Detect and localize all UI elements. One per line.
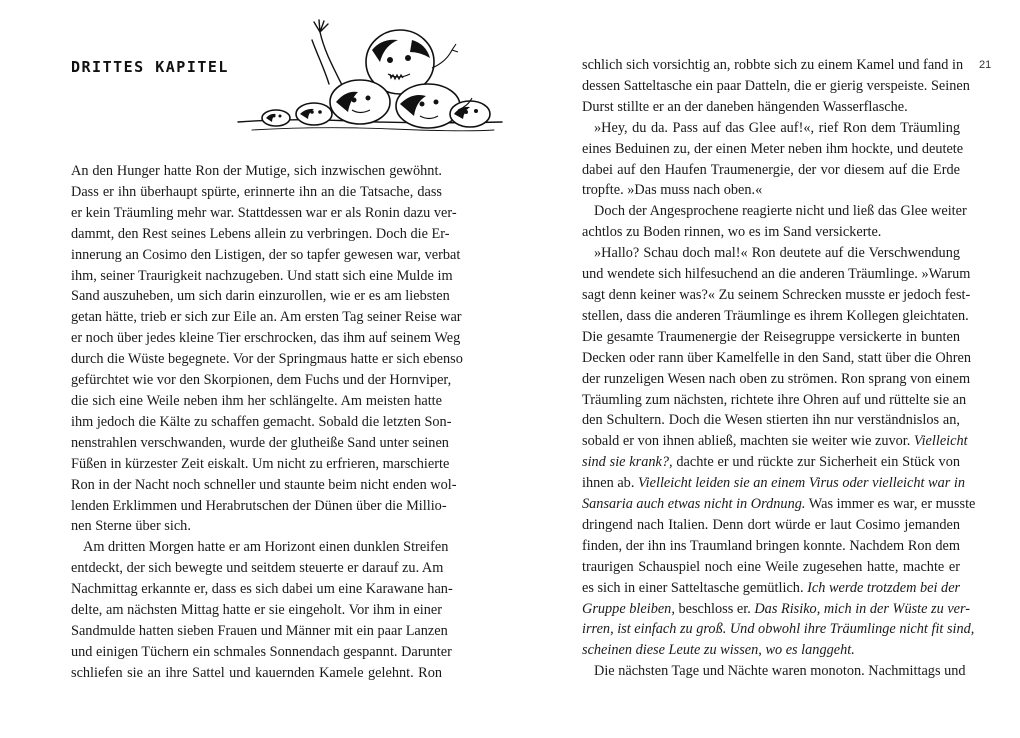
text-line [582,494,976,515]
text-line: nen Sterne über sich. [71,518,191,535]
text-line: delte, am nächsten Mittag hatte er sie eingeholt. Vor ihm in einer [71,602,442,619]
text-line [582,431,968,452]
text-line: ihm jedoch die Kälte zu schaffen gemacht. Sobald die letzten Son- [71,413,452,430]
text-line: Sand auszuheben, um sich darin einzurollen, wie er es am liebsten [71,288,450,305]
text-line [582,410,960,431]
italic-text: Gruppe bleiben, [582,600,675,617]
text-line [582,369,971,390]
text-line: nenstrahlen verschwanden, wurde der glutheiße Sand unter seinen [71,434,449,451]
left-body-text [71,161,463,684]
text-segment: Die nächsten Tage und Nächte waren monoton. Nachmittags und [594,663,966,680]
italic-text: irren, ist einfach zu groß. Und obwohl ihre Träumlinge nicht fit sind, [582,621,975,638]
text-line: Nachmittag erkannte er, dass es sich dabei um eine Karawane han- [71,581,453,598]
text-line: Dass er ihn überhaupt spürte, erinnerte ihn an die Tatsache, dass [71,183,442,200]
text-line [582,390,967,411]
text-segment: Die gesamte Traumenergie der Reisegruppe versickerte in bunten [582,328,960,345]
text-line [582,243,960,264]
text-line: Ron in der Nacht noch schneller und staunte beim nicht enden wol- [71,476,457,493]
text-line [582,640,960,661]
text-line [582,201,967,222]
text-line: durch die Wüste begegnete. Vor der Springmaus hatte er sich ebenso [71,351,463,368]
text-segment: Träumling zum nächsten, richtete ihre Ohren auf und rüttelte sie an [582,391,967,408]
text-line [582,661,966,682]
text-segment: beschloss er. [674,600,755,617]
text-line [582,578,960,599]
text-line: getan hätte, trieb er sich zur Eile an. Am ersten Tag seiner Reise war [71,309,462,326]
text-line: lenden Erklimmen und Herabrutschen der Dünen über die Millio- [71,497,447,514]
text-line: Füßen in kürzester Zeit eiskalt. Um nicht zu erfrieren, marschierte [71,455,450,472]
text-line [582,599,971,620]
text-line [582,327,960,348]
text-line: ihm, seiner Traurigkeit nachzugeben. Und statt sich eine Mulde im [71,267,453,284]
text-line [582,55,964,76]
text-line [582,285,971,306]
text-segment: »Hey, du da. Pass auf das Glee auf!«, rief Ron dem Träumling [594,119,960,136]
text-segment: sagt denn keiner was?« Zu seinem Schrecken musste er jedoch fest- [582,286,971,303]
text-line [582,536,960,557]
text-line [582,306,969,327]
text-line: er kein Träumling mehr war. Stattdessen war er als Ronin dazu ver- [71,204,457,221]
text-line [582,348,972,369]
text-segment: es sich in einer Satteltasche gemütlich. [582,579,808,596]
italic-text: Vielleicht leiden sie an einem Virus oder vielleicht war in [637,475,966,492]
text-line: Am dritten Morgen hatte er am Horizont einen dunklen Streifen [83,539,449,556]
text-line [582,180,960,201]
text-line: An den Hunger hatte Ron der Mutige, sich inzwischen gewöhnt. [71,163,442,179]
text-segment: tropfte. »Das muss nach oben.« [582,182,763,199]
text-segment: »Hallo? Schau doch mal!« Ron deutete auf die Verschwendung [594,245,960,262]
text-line [582,452,960,473]
page-number: 21 [979,59,992,71]
italic-text: scheinen diese Leute zu wissen, wo es langgeht. [582,642,855,659]
text-segment: dabei auf den Haufen Traumenergie, der vor diesem auf die Erde [582,161,960,178]
text-line: dammt, den Rest seines Lebens allein zu verbringen. Doch die Er- [71,225,450,242]
text-segment: eines Beduinen zu, der einen Meter neben ihm hockte, und deutete [582,140,964,157]
text-line [582,222,960,243]
text-segment: Decken oder rann über Kamelfelle in den Sand, statt über die Ohren [582,349,972,366]
text-line: entdeckt, der sich bewegte und seitdem steuerte er darauf zu. Am [71,560,444,577]
text-line: er noch über jedes kleine Tier erschrocken, das ihm auf seinem Weg [71,330,461,347]
text-segment: dringend nach Italien. Denn dort würde er laut Cosimo jemanden [582,516,960,533]
text-line [582,118,960,139]
text-segment: stellen, dass die anderen Träumlinge es ihrem Kollegen gleichtaten. [582,307,969,324]
text-line [582,139,964,160]
text-line [582,160,960,181]
text-line [582,97,960,118]
text-segment: der runzeligen Wesen nach oben zu strömen. Ron sprang von einem [582,370,971,387]
text-segment: traurigen Schauspiel noch eine Weile zugesehen hatte, machte er [582,558,960,575]
text-line: gefürchtet wie vor den Skorpionen, dem Fuchs und der Hornviper, [71,372,452,389]
text-line: die sich eine Weile neben ihm her schlängelte. Am meisten hatte [71,392,442,409]
text-segment: achtlos zu Boden rinnen, wo es im Sand versickerte. [582,224,882,241]
text-segment: dessen Satteltasche ein paar Datteln, die er gierig verspeiste. Seinen [582,77,970,94]
text-segment: finden, der ihn ins Traumland bringen konnte. Nachdem Ron dem [582,537,960,554]
text-line: innerung an Cosimo den Listigen, der so tapfer gewesen war, verbat [71,246,461,263]
text-segment: Was immer es war, er musste [805,496,976,513]
italic-text: Vielleicht [913,433,968,450]
text-segment: ihnen ab. [582,475,638,492]
text-segment: Durst stillte er an der daneben hängenden Wasserflasche. [582,98,908,115]
text-line: Sandmulde hatten sieben Frauen und Männer mit ein paar Lanzen [71,622,448,639]
right-body-text [582,55,976,682]
italic-text: Das Risiko, mich in der Wüste zu ver- [754,600,971,617]
text-line [582,473,966,494]
italic-text: sind sie krank?, [582,454,673,471]
text-segment: schlich sich vorsichtig an, robbte sich zu einem Kamel und fand in [582,57,964,73]
text-line [582,264,971,285]
text-line [582,619,975,640]
text-line [582,515,960,536]
chapter-title: DRITTES KAPITEL [71,58,229,76]
text-line: und einigen Tüchern ein schmales Sonnendach gespannt. Darunter [71,643,452,660]
right-page [510,0,1020,738]
text-line: schliefen sie an ihre Sattel und kauernden Kamele gelehnt. Ron [71,664,442,681]
text-segment: Doch der Angesprochene reagierte nicht und ließ das Glee weiter [594,203,967,220]
text-segment: und wendete sich hilfesuchend an die anderen Träumlinge. »Warum [582,266,971,283]
creature-illustration [232,10,512,142]
text-segment: den Schultern. Doch die Wesen stierten ihn nur verständnislos an, [582,412,960,429]
text-line [582,557,960,578]
text-segment: sobald er von ihnen abließ, machten sie weiter wie zuvor. [582,433,914,450]
italic-text: Sansaria auch etwas nicht in Ordnung. [582,496,806,513]
italic-text: Ich werde trotzdem bei der [807,579,961,596]
text-line [582,76,970,97]
text-segment: dachte er und rückte zur Sicherheit ein Stück von [672,454,960,471]
